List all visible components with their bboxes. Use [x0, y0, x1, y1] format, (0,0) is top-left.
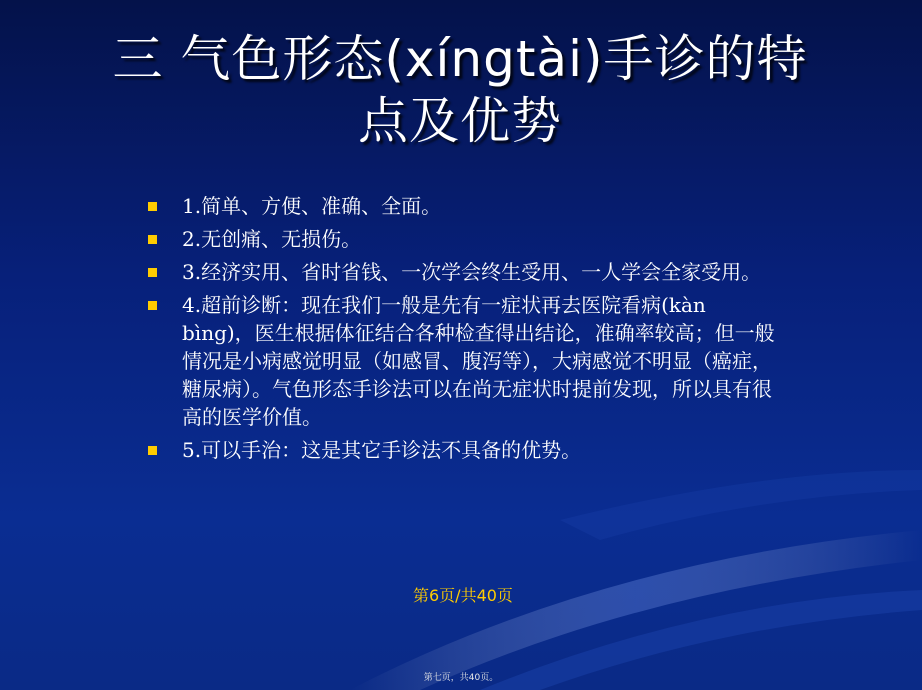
bullet-text: 4.超前诊断：现在我们一般是先有一症状再去医院看病(kàn bìng)，医生根据体征结合各种检查得出结论，准确率较高；但一般情况是小病感觉明显（如感冒、腹泻等），大病感觉不明显（癌症，糖尿病）。气色形态手诊法可以在尚无症状时提前发现，所以具有很高的医学价值。 [182, 293, 775, 429]
bullet-list [144, 192, 784, 469]
square-bullet-icon [148, 446, 157, 455]
bullet-text: 1.简单、方便、准确、全面。 [182, 194, 442, 218]
footer-page-note: 第七页，共40页。 [423, 673, 499, 683]
square-bullet-icon [148, 268, 157, 277]
bullet-text: 5.可以手治：这是其它手诊法不具备的优势。 [182, 438, 582, 462]
bullet-item [144, 225, 784, 253]
bullet-item [144, 291, 784, 431]
bullet-item [144, 258, 784, 286]
page-counter: 第6页/共40页 [413, 586, 513, 605]
bullet-item [144, 192, 784, 220]
square-bullet-icon [148, 202, 157, 211]
bullet-item [144, 436, 784, 464]
slide-title [60, 28, 860, 152]
slide-title-line-2: 点及优势 [358, 92, 562, 150]
bullet-text: 2.无创痛、无损伤。 [182, 227, 362, 251]
square-bullet-icon [148, 301, 157, 310]
square-bullet-icon [148, 235, 157, 244]
bullet-text: 3.经济实用、省时省钱、一次学会终生受用、一人学会全家受用。 [182, 260, 762, 284]
slide-title-line-1: 三 气色形态(xíngtài)手诊的特 [112, 30, 808, 88]
